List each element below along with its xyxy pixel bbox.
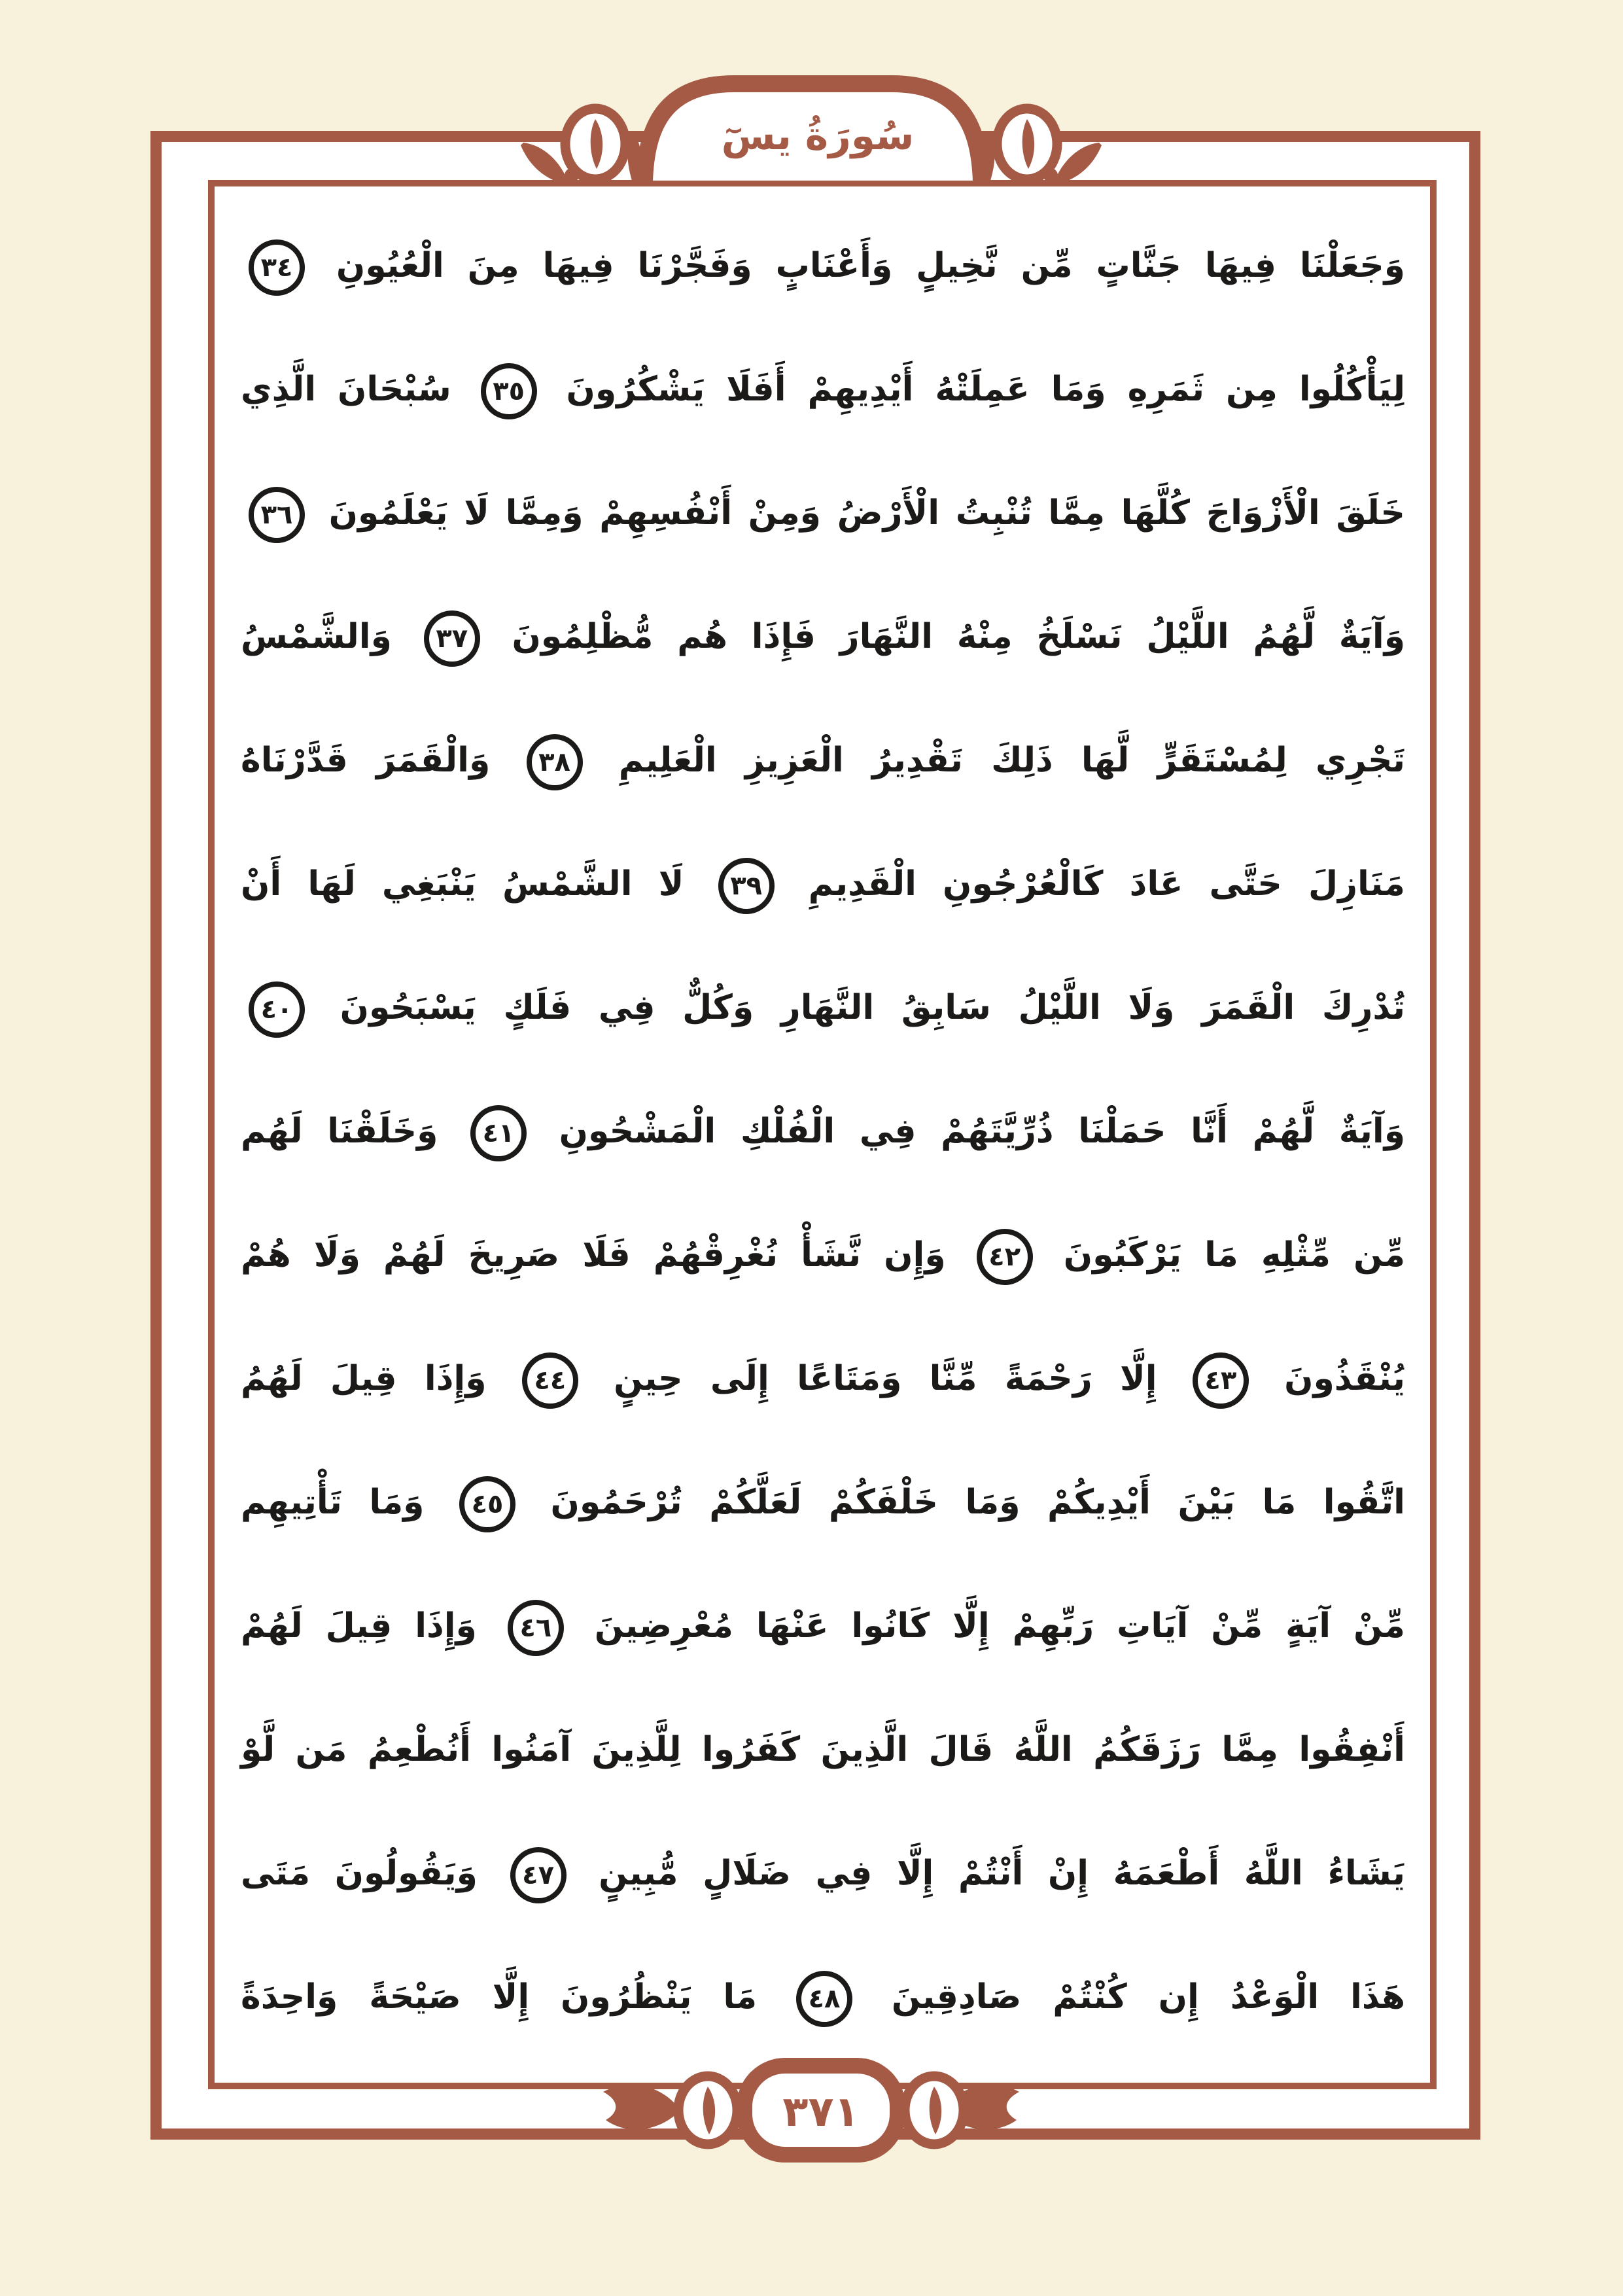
quran-line (241, 575, 1405, 699)
ayah-end-marker: ٤٠ (249, 981, 305, 1038)
verse-text: وَالشَّمْسُ (241, 617, 392, 656)
quran-line (241, 1812, 1405, 1935)
verse-text: وَالْقَمَرَ قَدَّرْنَاهُ (241, 741, 491, 780)
quran-line (241, 822, 1405, 946)
ayah-end-marker: ٤٣ (1193, 1352, 1249, 1409)
footer-wing-left (603, 2085, 680, 2129)
ayah-end-marker: ٤٢ (977, 1229, 1033, 1285)
verse-text: لَا الشَّمْسُ يَنْبَغِي لَهَا أَنْ (241, 864, 684, 904)
ayah-end-marker: ٣٦ (249, 487, 305, 543)
verse-text: مَنَازِلَ حَتَّى عَادَ كَالْعُرْجُونِ الْقَدِيمِ (808, 864, 1406, 904)
quran-line (241, 1935, 1405, 2059)
verse-text: مِّنْ آيَةٍ مِّنْ آيَاتِ رَبِّهِمْ إِلَّا كَانُوا عَنْهَا مُعْرِضِينَ (594, 1606, 1405, 1646)
verse-text: وَيَقُولُونَ مَتَى (241, 1854, 478, 1893)
verse-text: وَإِن نَّشَأْ نُغْرِقْهُمْ فَلَا صَرِيخَ لَهُمْ وَلَا هُمْ (241, 1235, 946, 1275)
quran-line (241, 1441, 1405, 1564)
quran-line (241, 204, 1405, 328)
quran-lines (241, 204, 1405, 2062)
verse-text: يَشَاءُ اللَّهُ أَطْعَمَهُ إِنْ أَنْتُمْ إِلَّا فِي ضَلَالٍ مُّبِينٍ (599, 1854, 1405, 1893)
quran-line (241, 699, 1405, 822)
verse-text: لِيَأْكُلُوا مِن ثَمَرِهِ وَمَا عَمِلَتْهُ أَيْدِيهِمْ أَفَلَا يَشْكُرُونَ (566, 370, 1406, 409)
verse-text: أَنْفِقُوا مِمَّا رَزَقَكُمُ اللَّهُ قَالَ الَّذِينَ كَفَرُوا لِلَّذِينَ آمَنُوا أَنُطْعِمُ مَن لَّوْ (241, 1730, 1405, 1769)
page-number: ٣٧١ (782, 2088, 860, 2136)
surah-title: سُورَةُ يسٓ (721, 113, 915, 159)
verse-text: وَآيَةٌ لَّهُمْ أَنَّا حَمَلْنَا ذُرِّيَّتَهُمْ فِي الْفُلْكِ الْمَشْحُونِ (559, 1112, 1406, 1151)
quran-line (241, 1193, 1405, 1317)
quran-line (241, 328, 1405, 451)
ayah-end-marker: ٣٥ (481, 363, 537, 419)
ayah-end-marker: ٤٨ (796, 1971, 852, 2027)
quran-line (241, 1070, 1405, 1193)
quran-line (241, 451, 1405, 575)
quran-line (241, 1317, 1405, 1441)
verse-text: مَا يَنْظُرُونَ إِلَّا صَيْحَةً وَاحِدَةً (241, 1977, 758, 2017)
verse-text: إِلَّا رَحْمَةً مِّنَّا وَمَتَاعًا إِلَى حِينٍ (614, 1359, 1157, 1398)
verse-text: وَخَلَقْنَا لَهُم (241, 1112, 438, 1151)
quran-line (241, 946, 1405, 1070)
verse-text: اتَّقُوا مَا بَيْنَ أَيْدِيكُمْ وَمَا خَلْفَكُمْ لَعَلَّكُمْ تُرْحَمُونَ (550, 1483, 1405, 1522)
verse-text: تُدْرِكَ الْقَمَرَ وَلَا اللَّيْلُ سَابِقُ النَّهَارِ وَكُلٌّ فِي فَلَكٍ يَسْبَحُونَ (340, 988, 1405, 1027)
verse-text: خَلَقَ الْأَزْوَاجَ كُلَّهَا مِمَّا تُنْبِتُ الْأَرْضُ وَمِنْ أَنْفُسِهِمْ وَمِمَّا لَا يَعْلَمُونَ (328, 493, 1405, 533)
ayah-end-marker: ٣٩ (718, 858, 775, 914)
quran-line (241, 1564, 1405, 1688)
verse-text: وَآيَةٌ لَّهُمُ اللَّيْلُ نَسْلَخُ مِنْهُ النَّهَارَ فَإِذَا هُم مُّظْلِمُونَ (512, 617, 1406, 656)
verse-text: وَإِذَا قِيلَ لَهُمْ (241, 1606, 477, 1646)
ayah-end-marker: ٤٧ (510, 1847, 567, 1903)
verse-text: وَجَعَلْنَا فِيهَا جَنَّاتٍ مِّن نَّخِيلٍ وَأَعْنَابٍ وَفَجَّرْنَا فِيهَا مِنَ الْعُيُونِ (336, 246, 1405, 285)
verse-text: سُبْحَانَ الَّذِي (241, 370, 451, 409)
ayah-end-marker: ٣٤ (249, 239, 305, 296)
ayah-end-marker: ٤٦ (508, 1600, 564, 1656)
verse-text: يُنْقَذُونَ (1284, 1359, 1406, 1398)
verse-text: وَمَا تَأْتِيهِم (241, 1483, 425, 1522)
verse-text: وَإِذَا قِيلَ لَهُمُ (241, 1359, 487, 1398)
ayah-end-marker: ٤١ (470, 1105, 527, 1161)
verse-text: مِّن مِّثْلِهِ مَا يَرْكَبُونَ (1063, 1235, 1406, 1275)
ayah-end-marker: ٣٧ (424, 610, 480, 667)
ayah-end-marker: ٣٨ (527, 734, 583, 790)
quran-line (241, 1688, 1405, 1812)
ayah-end-marker: ٤٤ (522, 1352, 578, 1409)
verse-text: تَجْرِي لِمُسْتَقَرٍّ لَّهَا ذَلِكَ تَقْدِيرُ الْعَزِيزِ الْعَلِيمِ (618, 741, 1406, 780)
ayah-end-marker: ٤٥ (459, 1476, 515, 1532)
verse-text: هَذَا الْوَعْدُ إِن كُنْتُمْ صَادِقِينَ (891, 1977, 1406, 2017)
